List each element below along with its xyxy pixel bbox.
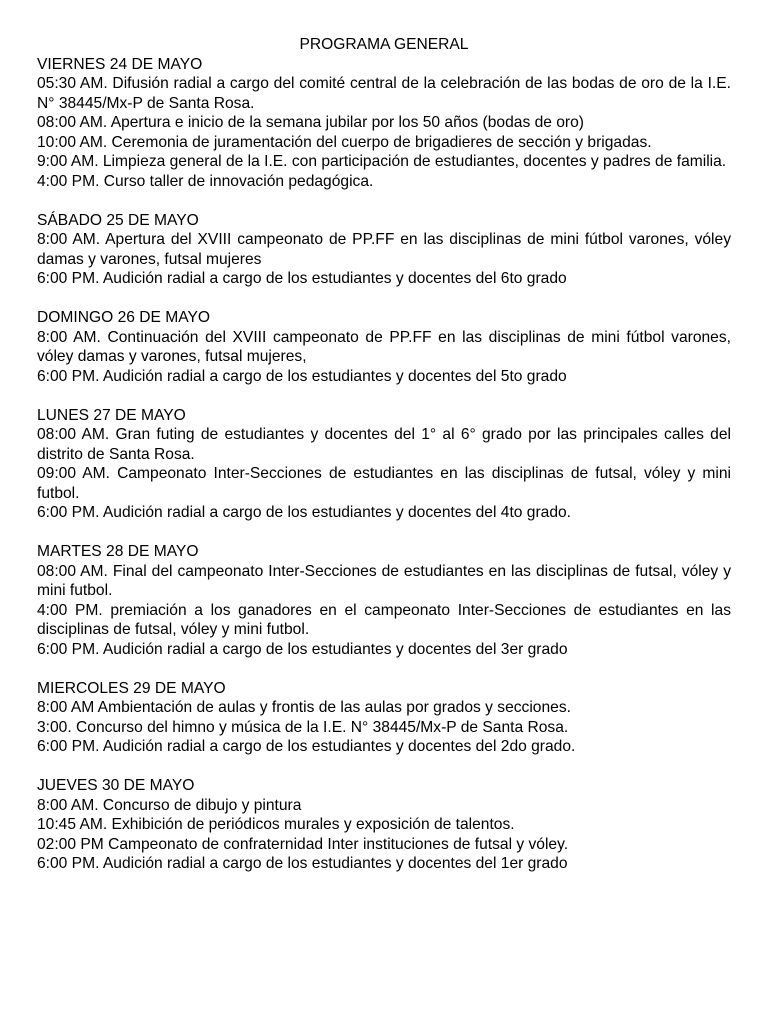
schedule-entry: 8:00 AM. Apertura del XVIII campeonato de PP.FF en las disciplinas de mini fútbol varones, vóley damas y varones, futsal mujeres	[37, 231, 731, 268]
schedule-entry: 10:45 AM. Exhibición de periódicos murales y exposición de talentos.	[37, 816, 515, 833]
schedule-entry: 8:00 AM Ambientación de aulas y frontis de las aulas por grados y secciones.	[37, 699, 571, 716]
schedule-entry: 6:00 PM. Audición radial a cargo de los estudiantes y docentes del 5to grado	[37, 367, 567, 385]
day-section	[37, 776, 731, 874]
document-page	[37, 35, 731, 874]
day-heading: SÁBADO 25 DE MAYO	[37, 211, 199, 229]
schedule-entry: 02:00 PM Campeonato de confraternidad Inter instituciones de futsal y vóley.	[37, 835, 569, 853]
day-heading: VIERNES 24 DE MAYO	[37, 55, 203, 73]
schedule-entry: 9:00 AM. Limpieza general de la I.E. con participación de estudiantes, docentes y padres de familia.	[37, 153, 727, 170]
schedule-entry: 08:00 AM. Apertura e inicio de la semana jubilar por los 50 años (bodas de oro)	[37, 114, 584, 131]
day-heading: MARTES 28 DE MAYO	[37, 543, 199, 560]
schedule-entry: 6:00 PM. Audición radial a cargo de los estudiantes y docentes del 4to grado.	[37, 504, 571, 521]
day-heading: MIERCOLES 29 DE MAYO	[37, 679, 226, 697]
day-heading: JUEVES 30 DE MAYO	[37, 777, 195, 794]
schedule-entry: 09:00 AM. Campeonato Inter-Secciones de estudiantes en las disciplinas de futsal, vóley y mini futbol.	[37, 465, 731, 502]
schedule-entry: 6:00 PM. Audición radial a cargo de los estudiantes y docentes del 2do grado.	[37, 738, 576, 755]
day-heading: DOMINGO 26 DE MAYO	[37, 309, 211, 326]
schedule-entry: 6:00 PM. Audición radial a cargo de los estudiantes y docentes del 6to grado	[37, 270, 567, 287]
schedule-entry: 3:00. Concurso del himno y música de la I.E. N° 38445/Mx-P de Santa Rosa.	[37, 718, 569, 736]
schedule-entry: 6:00 PM. Audición radial a cargo de los estudiantes y docentes del 1er grado	[37, 855, 568, 872]
schedule-entry: 4:00 PM. Curso taller de innovación pedagógica.	[37, 172, 374, 190]
schedule-days	[37, 55, 731, 874]
document-title: PROGRAMA GENERAL	[299, 36, 469, 53]
day-section	[37, 406, 731, 523]
schedule-entry: 6:00 PM. Audición radial a cargo de los estudiantes y docentes del 3er grado	[37, 640, 568, 658]
day-section	[37, 211, 731, 289]
day-section	[37, 679, 731, 757]
day-section	[37, 55, 731, 192]
schedule-entry: 08:00 AM. Gran futing de estudiantes y docentes del 1° al 6° grado por las principales calles del distrito de Santa Rosa.	[37, 426, 731, 463]
schedule-entry: 8:00 AM. Concurso de dibujo y pintura	[37, 796, 302, 814]
schedule-entry: 8:00 AM. Continuación del XVIII campeonato de PP.FF en las disciplinas de mini fútbol varones, vóley damas y varones, futsal mujeres,	[37, 328, 731, 365]
day-section	[37, 542, 731, 659]
schedule-entry: 05:30 AM. Difusión radial a cargo del comité central de la celebración de las bodas de oro de la I.E. N° 38445/Mx-P de Santa Rosa.	[37, 75, 731, 112]
schedule-entry: 10:00 AM. Ceremonia de juramentación del cuerpo de brigadieres de sección y brigadas.	[37, 133, 652, 151]
schedule-entry: 4:00 PM. premiación a los ganadores en el campeonato Inter-Secciones de estudiantes en las disciplinas de futsal, vóley y mini futbol.	[37, 601, 731, 638]
day-heading: LUNES 27 DE MAYO	[37, 406, 186, 424]
day-section	[37, 308, 731, 386]
schedule-entry: 08:00 AM. Final del campeonato Inter-Secciones de estudiantes en las disciplinas de futsal, vóley y mini futbol.	[37, 562, 731, 599]
